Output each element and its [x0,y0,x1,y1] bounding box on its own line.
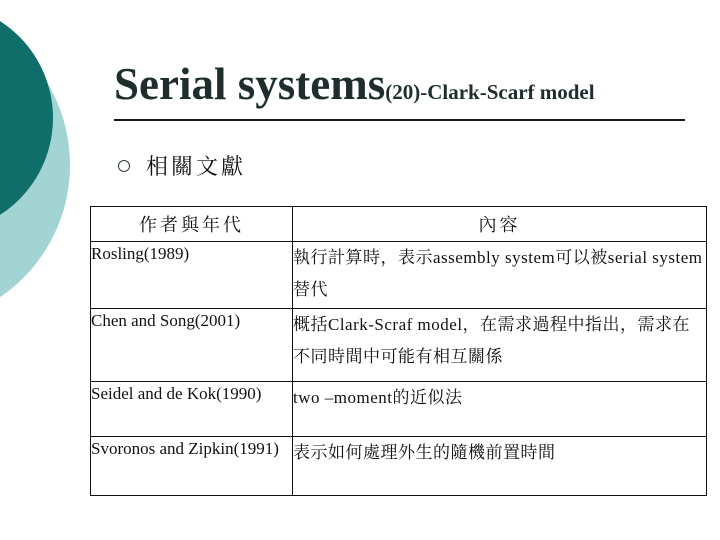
cell-author: Seidel and de Kok(1990) [91,382,293,437]
table-header-row [91,207,707,242]
title-sub: (20)-Clark-Scarf model [385,80,595,104]
cell-author: Chen and Song(2001) [91,309,293,382]
references-table [90,206,707,496]
bullet-text: 相關文獻 [146,155,247,180]
light-teal-circle [0,5,70,325]
cell-content: 表示如何處理外生的隨機前置時間 [293,437,707,496]
table-row [91,309,707,382]
cell-content: 執行計算時，表示assembly system可以被serial system替代 [293,242,707,309]
title-divider [114,119,685,121]
header-content: 內容 [293,207,707,242]
bullet-item [118,150,246,181]
cell-author: Svoronos and Zipkin(1991) [91,437,293,496]
table-row [91,382,707,437]
hollow-circle-bullet-icon [118,160,130,172]
title-main: Serial systems [114,59,386,109]
cell-content: 概括Clark-Scraf model，在需求過程中指出，需求在不同時間中可能有相互關係 [293,309,707,382]
table-row [91,437,707,496]
cell-author: Rosling(1989) [91,242,293,309]
cell-content: two –moment的近似法 [293,382,707,437]
slide-title [114,58,595,110]
header-author-year: 作者與年代 [91,207,293,242]
dark-teal-circle [0,3,53,233]
table-row [91,242,707,309]
